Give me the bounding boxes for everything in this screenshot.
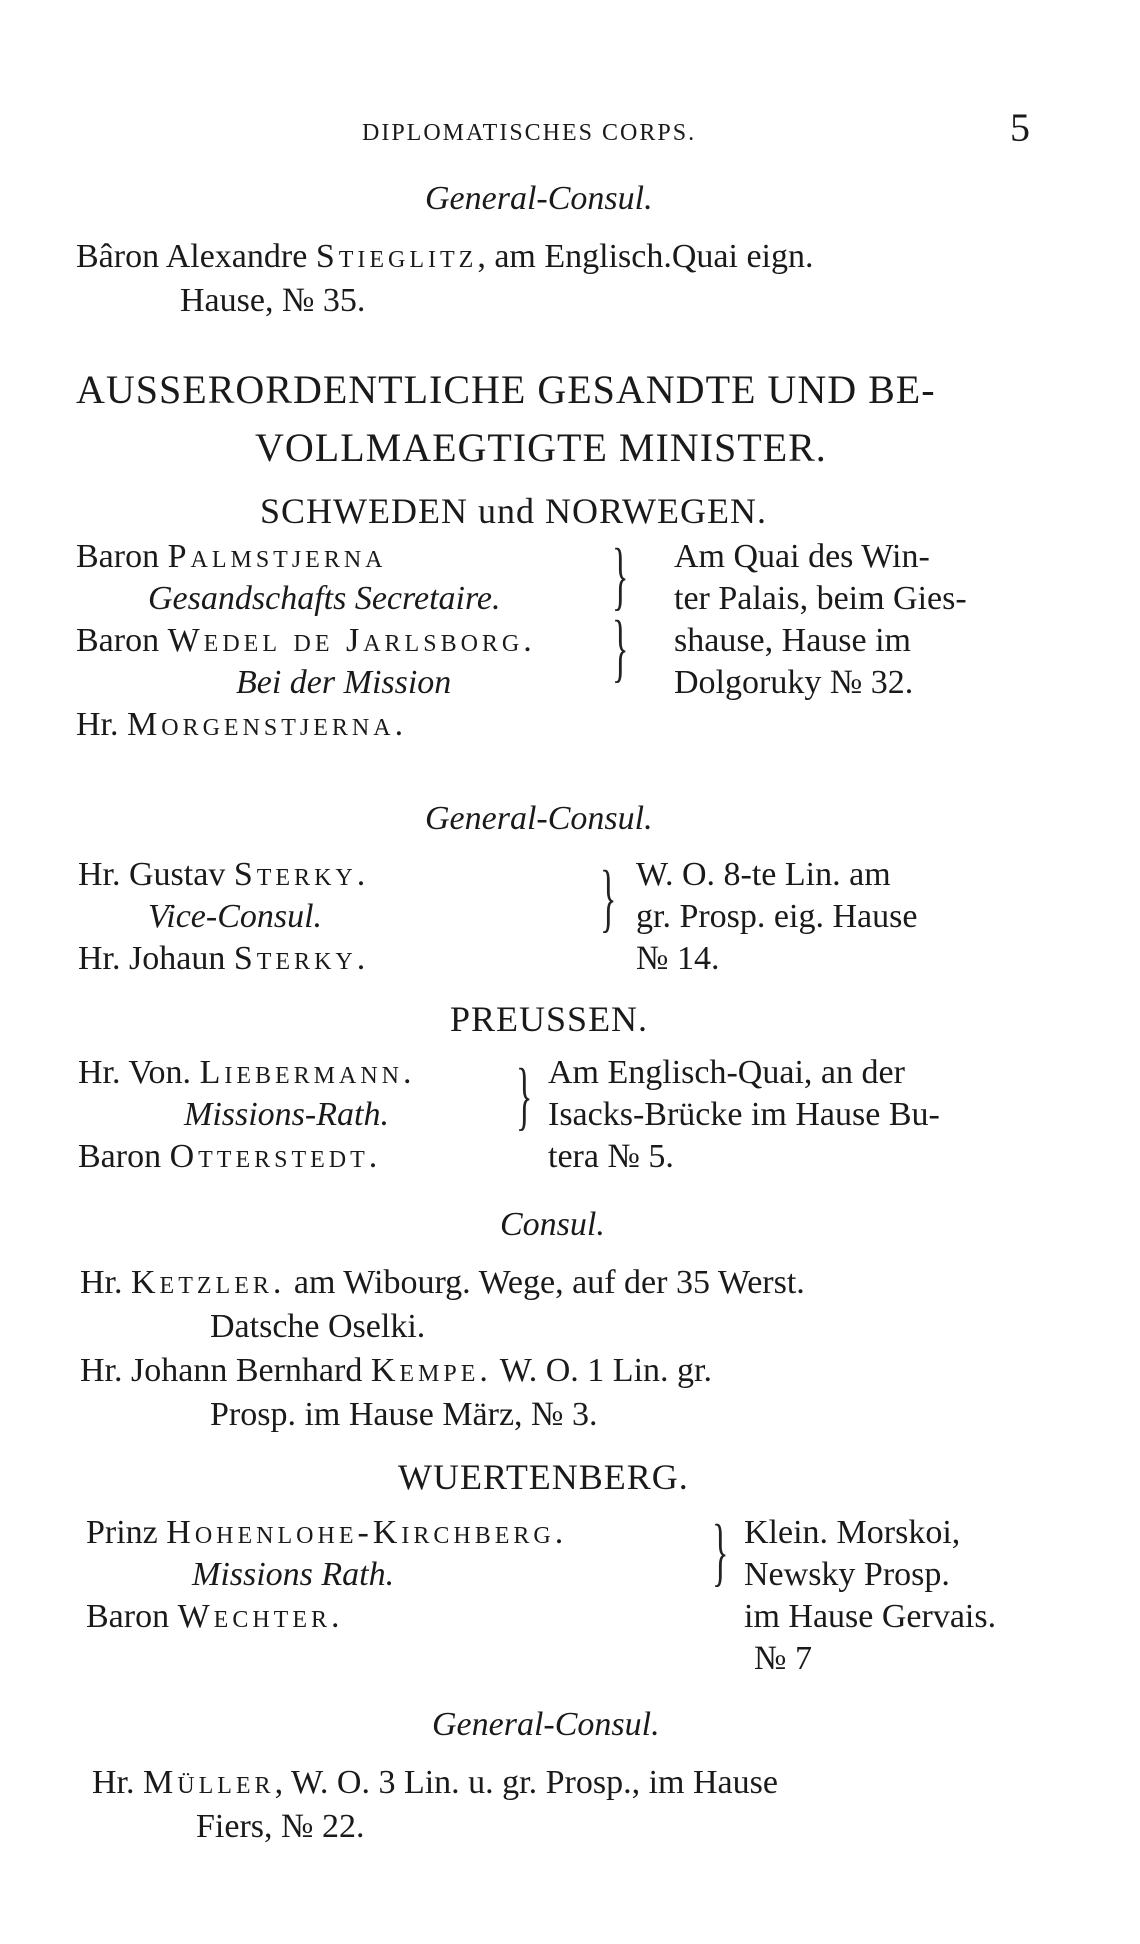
consul-entry-line2: Hause, № 35. — [180, 282, 366, 319]
address-line: Dolgoruky № 32. — [674, 664, 914, 701]
person-title: Baron — [76, 622, 168, 659]
person-role: Bei der Mission — [236, 664, 452, 701]
brace-glyph: } — [612, 534, 629, 618]
person-name: Sterky. — [233, 856, 370, 893]
running-title: DIPLOMATISCHES CORPS. — [362, 120, 697, 146]
person-name: Wedel de Jarlsborg. — [167, 622, 536, 659]
brace-glyph: } — [516, 1054, 533, 1138]
section-heading-consul: Consul. — [500, 1206, 605, 1243]
person-title: Hr. Von. — [78, 1054, 200, 1091]
person-title: Hr. — [76, 706, 127, 743]
brace-glyph: } — [600, 856, 617, 940]
person-role: Missions Rath. — [192, 1556, 395, 1593]
person-palmstjerna — [76, 536, 387, 578]
section-heading-general-consul: General-Consul. — [425, 800, 653, 837]
address-line: Am Englisch-Quai, an der — [548, 1054, 905, 1091]
address-line: ter Palais, beim Gies- — [674, 580, 967, 617]
address-line: Isacks-Brücke im Hause Bu- — [548, 1096, 940, 1133]
brace-glyph: } — [612, 606, 629, 690]
country-heading-wuertenberg: WUERTENBERG. — [398, 1457, 689, 1497]
person-name: Wechter. — [177, 1598, 344, 1635]
person-name: Palmstjerna — [167, 538, 387, 575]
entry-address: W. O. 1 Lin. gr. — [491, 1352, 712, 1389]
person-title: Hr. — [92, 1764, 143, 1801]
person-name: Liebermann. — [199, 1054, 416, 1091]
page-number: 5 — [1010, 105, 1030, 150]
entry-address: am Wibourg. Wege, auf der 35 Werst. — [285, 1264, 805, 1301]
person-johaun-sterky — [78, 938, 369, 980]
consul-entry-mueller — [92, 1762, 778, 1804]
brace-glyph: } — [712, 1510, 729, 1594]
person-wedel — [76, 620, 536, 662]
person-title: Hr. Johann Bernhard — [80, 1352, 371, 1389]
person-name: Kempe. — [370, 1352, 492, 1389]
person-otterstedt — [78, 1136, 381, 1178]
address-line: gr. Prosp. eig. Hause — [636, 898, 918, 935]
person-name: Hohenlohe-Kirchberg. — [166, 1514, 568, 1551]
person-liebermann — [78, 1052, 416, 1094]
entry-address: , am Englisch.Quai eign. — [477, 238, 814, 275]
address-line: W. O. 8-te Lin. am — [636, 856, 891, 893]
entry-address-continued: Prosp. im Hause März, № 3. — [210, 1396, 598, 1433]
person-role: Gesandschafts Secretaire. — [148, 580, 501, 617]
entry-prefix: Bâron Alexandre — [76, 238, 316, 275]
consul-entry-line1 — [76, 236, 814, 278]
person-role: Missions-Rath. — [184, 1096, 389, 1133]
person-name: Morgenstjerna. — [127, 706, 408, 743]
address-line: Klein. Morskoi, — [744, 1514, 961, 1551]
person-title: Hr. Gustav — [78, 856, 234, 893]
entry-address-continued: Datsche Oselki. — [210, 1308, 426, 1345]
person-hohenlohe — [86, 1512, 567, 1554]
address-line: shause, Hause im — [674, 622, 912, 659]
section-heading-general-consul: General-Consul. — [432, 1706, 660, 1743]
person-gustav-sterky — [78, 854, 369, 896]
address-line: Newsky Prosp. — [744, 1556, 950, 1593]
country-heading-schweden: SCHWEDEN und NORWEGEN. — [260, 491, 767, 531]
address-line: im Hause Gervais. — [744, 1598, 997, 1635]
person-name: Stieglitz — [315, 238, 478, 275]
section-heading-general-consul: General-Consul. — [425, 180, 653, 217]
consul-entry-kempe — [80, 1350, 712, 1392]
person-role: Vice-Consul. — [148, 898, 323, 935]
consul-entry-ketzler — [80, 1262, 805, 1304]
person-wechter — [86, 1596, 344, 1638]
section-title-line1: AUSSERORDENTLICHE GESANDTE UND BE- — [76, 367, 936, 412]
address-line: № 14. — [636, 940, 720, 977]
person-title: Hr. Johaun — [78, 940, 234, 977]
person-title: Baron — [76, 538, 168, 575]
address-line: tera № 5. — [548, 1138, 674, 1175]
person-morgenstjerna — [76, 704, 407, 746]
country-heading-preussen: PREUSSEN. — [450, 999, 649, 1039]
section-title-line2: VOLLMAEGTIGTE MINISTER. — [255, 425, 827, 470]
person-title: Baron — [86, 1598, 178, 1635]
person-name: Otterstedt. — [169, 1138, 382, 1175]
entry-address: , W. O. 3 Lin. u. gr. Prosp., im Hause — [274, 1764, 778, 1801]
person-title: Prinz — [86, 1514, 167, 1551]
person-title: Hr. — [80, 1264, 131, 1301]
person-name: Ketzler. — [131, 1264, 286, 1301]
person-name: Müller — [143, 1764, 275, 1801]
entry-address-continued: Fiers, № 22. — [196, 1808, 365, 1845]
address-line: Am Quai des Win- — [674, 538, 930, 575]
person-title: Baron — [78, 1138, 170, 1175]
person-name: Sterky. — [233, 940, 370, 977]
address-line: № 7 — [754, 1640, 812, 1677]
